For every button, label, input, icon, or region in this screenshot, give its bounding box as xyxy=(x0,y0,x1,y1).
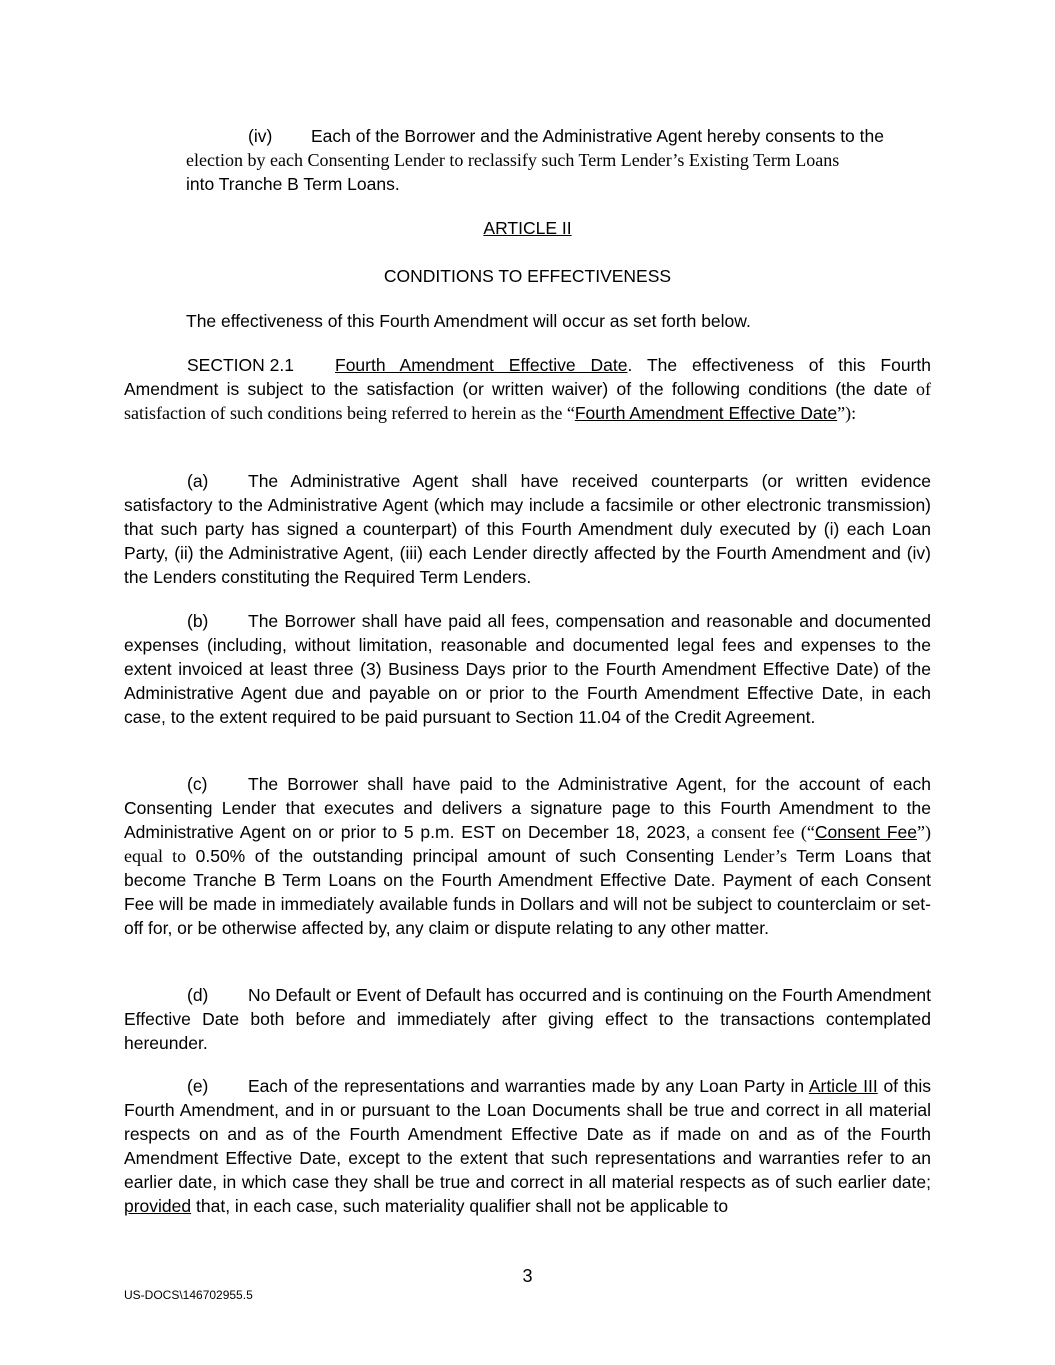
paragraph-b-text: The Borrower shall have paid all fees, compensation and reasonable and documented expenses (including, without limitation, reasonable and documented legal fees and expenses to the extent invoiced at least three (3) Business Days prior to the Fourth Amendment Effective Date) of the Administrative Agent due and payable on or prior to the Fourth Amendment Effective Date, in each case, to the extent required to be paid pursuant to Section 11.04 of the Credit Agreement. xyxy=(124,611,931,727)
paragraph-e-article-ref: Article III xyxy=(808,1076,878,1096)
section-2-1-text-a: . The effectiveness of this Fourth Amendment is subject to the satisfaction (or written waiver) of the following conditions (the date xyxy=(124,355,931,399)
paragraph-e-text-c: that, in each case, such materiality qualifier shall not be applicable to xyxy=(191,1196,729,1216)
paragraph-c-text-a: The Borrower shall have paid to the Administrative Agent, for the account of each Consenting Lender that executes and delivers a signature page to this Fourth Amendment to the Administrative Agent on or prior to 5 p.m. EST on December 18, 2023, xyxy=(124,774,931,842)
intro-sentence: The effectiveness of this Fourth Amendment will occur as set forth below. xyxy=(186,311,751,331)
paragraph-c-text-b: a consent fee (“ xyxy=(690,822,815,842)
paragraph-c-text-e: Lender’s xyxy=(714,846,788,866)
paragraph-b xyxy=(124,609,931,729)
paragraph-iv-label: (iv) xyxy=(248,126,273,146)
paragraph-c-text-f: Term Loans that become Tranche B Term Loans on the Fourth Amendment Effective Date. Payment of each Consent Fee will be made in immediately available funds in Dollars and will not be subject to counterclaim or set-off for, or be otherwise affected by, any claim or dispute relating to any other matter. xyxy=(124,846,931,938)
paragraph-iv-text-b: election by each Consenting Lender to reclassify such Term Lender’s Existing Term Loans xyxy=(186,150,840,170)
section-2-1-number: SECTION 2.1 xyxy=(187,355,294,375)
paragraph-e-provided: provided xyxy=(124,1196,192,1216)
paragraph-a-label: (a) xyxy=(187,471,209,491)
paragraph-e-text-a: Each of the representations and warranties made by any Loan Party in xyxy=(248,1076,809,1096)
paragraph-e-label: (e) xyxy=(187,1076,209,1096)
section-2-1-text-b: of satisfaction of such conditions being referred to herein as the “ xyxy=(124,379,931,423)
article-subheading: CONDITIONS TO EFFECTIVENESS xyxy=(383,266,672,286)
paragraph-iv-line-1 xyxy=(248,124,884,148)
paragraph-a xyxy=(124,469,931,589)
paragraph-iv-text-a: Each of the Borrower and the Administrative Agent hereby consents to the xyxy=(311,126,884,146)
paragraph-d-text: No Default or Event of Default has occurred and is continuing on the Fourth Amendment Effective Date both before and immediately after giving effect to the transactions contemplated hereunder. xyxy=(124,985,931,1053)
document-id: US-DOCS\146702955.5 xyxy=(124,1288,253,1302)
paragraph-a-text: The Administrative Agent shall have received counterparts (or written evidence satisfactory to the Administrative Agent (which may include a facsimile or other electronic transmission) that such party has signed a counterpart) of this Fourth Amendment duly executed by (i) each Loan Party, (ii) the Administrative Agent, (iii) each Lender directly affected by the Fourth Amendment and (iv) the Lenders constituting the Required Term Lenders. xyxy=(124,471,931,587)
paragraph-c-text-d: 0.50% of the outstanding principal amount of such Consenting xyxy=(186,846,715,866)
section-2-1-text-c: ”): xyxy=(837,403,857,423)
paragraph-c-label: (c) xyxy=(187,774,208,794)
paragraph-c-defined-term: Consent Fee xyxy=(814,822,918,842)
section-2-1-title: Fourth Amendment Effective Date xyxy=(335,355,628,375)
paragraph-b-label: (b) xyxy=(187,611,209,631)
paragraph-e-text-b: of this Fourth Amendment, and in or pursuant to the Loan Documents shall be true and correct in all material respects on and as of the Fourth Amendment Effective Date as if made on and as of the Fourth Amendment Effective Date, except to the extent that such representations and warranties refer to an earlier date, in which case they shall be true and correct in all material respects as of such earlier date; xyxy=(124,1076,931,1192)
section-2-1-defined-term: Fourth Amendment Effective Date xyxy=(574,403,838,423)
paragraph-d xyxy=(124,983,931,1055)
paragraph-c-text-c: ”) equal to xyxy=(124,822,931,866)
paragraph-iv-text-c: into Tranche B Term Loans. xyxy=(186,174,400,194)
paragraph-e xyxy=(124,1074,931,1218)
page-number: 3 xyxy=(522,1266,533,1286)
section-2-1 xyxy=(124,353,931,425)
paragraph-d-label: (d) xyxy=(187,985,209,1005)
article-heading: ARTICLE II xyxy=(483,218,572,238)
paragraph-c xyxy=(124,772,931,940)
